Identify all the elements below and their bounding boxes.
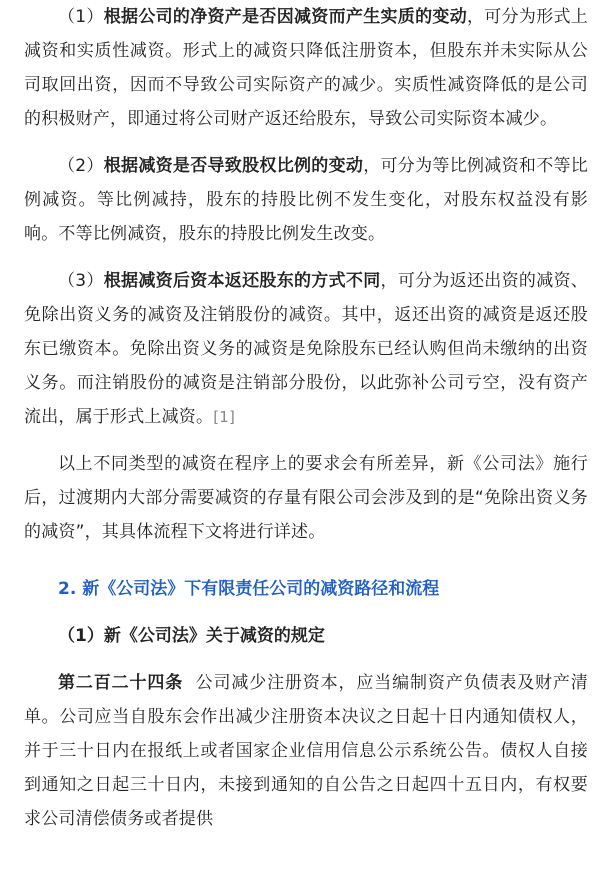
paragraph-4: 以上不同类型的减资在程序上的要求会有所差异，新《公司法》施行后，过渡期内大部分需要减资的存量有限公司会涉及到的是“免除出资义务的减资”，其具体流程下文将进行详述。 bbox=[24, 454, 588, 542]
paragraph-3-text: ，可分为返还出资的减资、免除出资义务的减资及注销股份的减资。其中，返还出资的减资是返还股东已缴资本。免除出资义务的减资是免除股东已经认购但尚未缴纳的出资义务。而注销股份的减资是注销部分股份，以此弥补公司亏空，没有资产流出，属于形式上减资。 bbox=[24, 271, 589, 427]
section-heading: 2. 新《公司法》下有限责任公司的减资路径和流程 bbox=[58, 579, 440, 599]
paragraph-1 bbox=[24, 0, 588, 136]
paragraph-1-bold: 根据公司的净资产是否因减资而产生实质的变动 bbox=[103, 7, 467, 27]
paragraph-2 bbox=[24, 149, 588, 251]
article-224 bbox=[24, 666, 588, 836]
paragraph-2-prefix: （2） bbox=[58, 156, 104, 176]
paragraph-1-prefix: （1） bbox=[58, 7, 104, 27]
paragraph-3-bold: 根据减资后资本返还股东的方式不同 bbox=[103, 271, 381, 291]
article-label: 第二百二十四条 bbox=[58, 673, 184, 693]
paragraph-1-text: ，可分为形式上减资和实质性减资。形式上的减资只降低注册资本，但股东并未实际从公司取回出资，因而不导致公司实际资产的减少。实质性减资降低的是公司的积极财产，即通过将公司财产返还给股东，导致公司实际资本减少。 bbox=[24, 7, 588, 129]
paragraph-2-bold: 根据减资是否导致股权比例的变动 bbox=[103, 156, 364, 176]
paragraph-2-text: ，可分为等比例减资和不等比例减资。等比例减持，股东的持股比例不发生变化，对股东权益没有影响。不等比例减资，股东的持股比例发生改变。 bbox=[24, 156, 588, 244]
paragraph-3 bbox=[24, 264, 588, 434]
paragraph-3-prefix: （3） bbox=[58, 271, 104, 291]
article-text: 公司减少注册资本，应当编制资产负债表及财产清单。公司应当自股东会作出减少注册资本决议之日起十日内通知债权人，并于三十日内在报纸上或者国家企业信用信息公示系统公告。债权人自接到通知之日起三十日内，未接到通知的自公告之日起四十五日内，有权要求公司清偿债务或者提供 bbox=[24, 673, 588, 829]
footnote-ref-link[interactable]: [1] bbox=[213, 408, 236, 426]
subsection-heading: （1）新《公司法》关于减资的规定 bbox=[58, 626, 325, 646]
